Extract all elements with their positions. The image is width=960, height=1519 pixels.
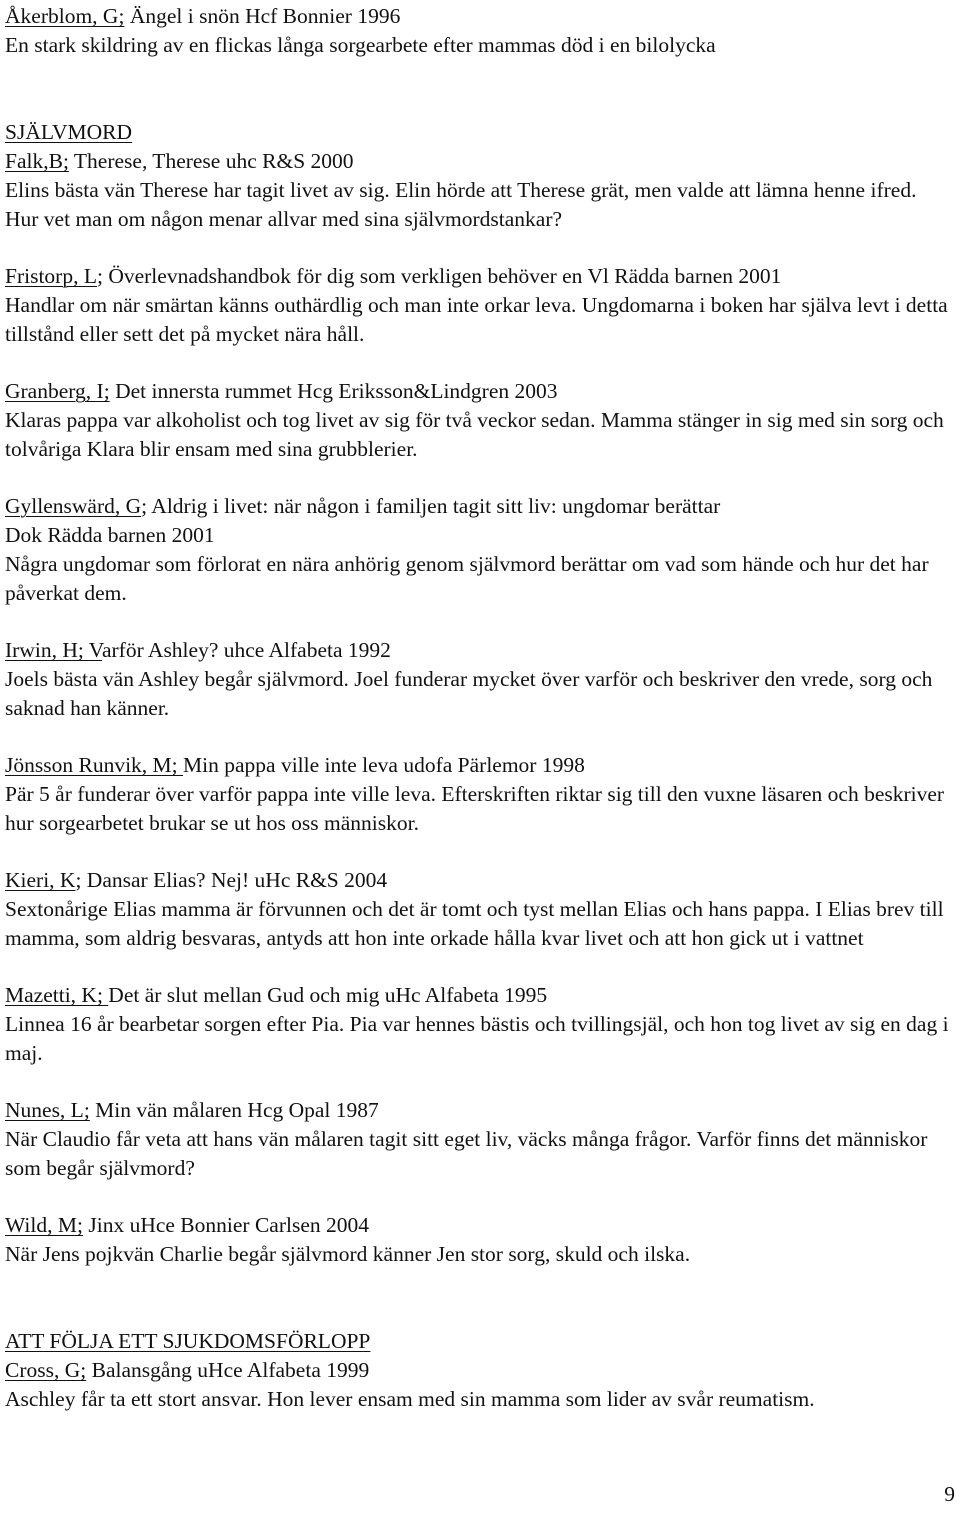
entry-description: Klaras pappa var alkoholist och tog livet av sig för två veckor sedan. Mamma stänger in sig med sin sorg och tolvåriga Klara blir ensam med sina grubblerier. — [5, 408, 944, 461]
entry-description: Elins bästa vän Therese har tagit livet av sig. Elin hörde att Therese grät, men valde att lämna henne ifred. Hur vet man om någon menar allvar med sina självmordstankar? — [5, 178, 917, 231]
section-sjalvmord — [5, 118, 955, 1269]
entry-citation — [5, 1211, 955, 1240]
book-entry — [5, 866, 955, 953]
entry-author: Wild, M; — [5, 1213, 83, 1237]
entry-citation — [5, 751, 955, 780]
book-entry — [5, 492, 955, 608]
entry-title-publisher: Det innersta rummet Hcg Eriksson&Lindgren 2003 — [109, 379, 558, 403]
section-sjukdomsforlopp — [5, 1327, 955, 1414]
entry-citation — [5, 492, 955, 521]
entry-title-publisher: ; Överlevnadshandbok för dig som verkligen behöver en Vl Rädda barnen 2001 — [96, 264, 782, 288]
entry-title-publisher: ; Dansar Elias? Nej! uHc R&S 2004 — [75, 868, 388, 892]
page-number: 9 — [944, 1482, 955, 1506]
entry-citation — [5, 2, 955, 31]
book-entry — [5, 1356, 955, 1414]
section-heading: ATT FÖLJA ETT SJUKDOMSFÖRLOPP — [5, 1329, 371, 1353]
document-page — [5, 2, 955, 1414]
book-entry — [5, 2, 955, 60]
entry-description: Handlar om när smärtan känns outhärdlig och man inte orkar leva. Ungdomarna i boken har själva levt i detta tillstånd eller sett det på mycket nära håll. — [5, 293, 948, 346]
entry-citation — [5, 147, 955, 176]
entry-title-publisher: Balansgång uHce Alfabeta 1999 — [86, 1358, 370, 1382]
entry-author: Cross, G; — [5, 1358, 87, 1382]
entry-author: Kieri, K — [5, 868, 76, 892]
entry-author: Åkerblom, G; — [5, 4, 125, 28]
entry-description: Aschley får ta ett stort ansvar. Hon lever ensam med sin mamma som lider av svår reumatism. — [5, 1387, 815, 1411]
entry-description: En stark skildring av en flickas långa sorgearbete efter mammas död i en bilolycka — [5, 33, 716, 57]
entry-citation — [5, 866, 955, 895]
entry-description: När Jens pojkvän Charlie begår självmord känner Jen stor sorg, skuld och ilska. — [5, 1242, 691, 1266]
entry-citation — [5, 636, 955, 665]
entry-description: Joels bästa vän Ashley begår självmord. Joel funderar mycket över varför och beskriver den vrede, sorg och saknad han känner. — [5, 667, 933, 720]
book-entry — [5, 1096, 955, 1183]
book-entry — [5, 636, 955, 723]
entry-publisher-line: Dok Rädda barnen 2001 — [5, 523, 215, 547]
book-entry — [5, 981, 955, 1068]
entry-author: Irwin, H; V — [5, 638, 102, 662]
entry-description: Linnea 16 år bearbetar sorgen efter Pia. Pia var hennes bästis och tvillingsjäl, och hon tog livet av sig en dag i maj. — [5, 1012, 949, 1065]
entry-title-publisher: arför Ashley? uhce Alfabeta 1992 — [101, 638, 391, 662]
entry-description: Sextonårige Elias mamma är förvunnen och det är tomt och tyst mellan Elias och hans pappa. I Elias brev till mamma, som aldrig besvaras, antyds att hon inte orkade hålla kvar livet och att hon gick ut i vattnet — [5, 897, 944, 950]
entry-title-publisher: Min vän målaren Hcg Opal 1987 — [89, 1098, 379, 1122]
section-heading: SJÄLVMORD — [5, 120, 133, 144]
entry-description: När Claudio får veta att hans vän målaren tagit sitt eget liv, väcks många frågor. Varför finns det människor som begår självmord? — [5, 1127, 928, 1180]
entry-author: Gyllenswärd, G — [5, 494, 142, 518]
book-entry — [5, 147, 955, 234]
book-entry — [5, 377, 955, 464]
entry-citation — [5, 981, 955, 1010]
entry-author: Mazetti, K; — [5, 983, 109, 1007]
entry-title-publisher: Min pappa ville inte leva udofa Pärlemor 1998 — [183, 753, 585, 777]
entry-title-publisher: Ängel i snön Hcf Bonnier 1996 — [124, 4, 401, 28]
entry-description: Några ungdomar som förlorat en nära anhörig genom självmord berättar om vad som hände och hur det har påverkat dem. — [5, 552, 929, 605]
entry-citation — [5, 262, 955, 291]
book-entry — [5, 751, 955, 838]
entry-title-publisher: Det är slut mellan Gud och mig uHc Alfabeta 1995 — [108, 983, 548, 1007]
entry-description: Pär 5 år funderar över varför pappa inte ville leva. Efterskriften riktar sig till den vuxne läsaren och beskriver hur sorgearbetet brukar se ut hos oss människor. — [5, 782, 945, 835]
entry-author: Falk,B; — [5, 149, 69, 173]
entry-author: Jönsson Runvik, M; — [5, 753, 184, 777]
entry-title-publisher: Jinx uHce Bonnier Carlsen 2004 — [82, 1213, 370, 1237]
entry-citation — [5, 1096, 955, 1125]
entry-author: Nunes, L; — [5, 1098, 90, 1122]
entry-title-publisher: ; Aldrig i livet: när någon i familjen tagit sitt liv: ungdomar berättar — [141, 494, 721, 518]
entry-title-publisher: Therese, Therese uhc R&S 2000 — [68, 149, 354, 173]
book-entry — [5, 262, 955, 349]
entry-author: Fristorp, L — [5, 264, 97, 288]
entry-citation — [5, 1356, 955, 1385]
entry-author: Granberg, I; — [5, 379, 110, 403]
entry-citation — [5, 377, 955, 406]
book-entry — [5, 1211, 955, 1269]
